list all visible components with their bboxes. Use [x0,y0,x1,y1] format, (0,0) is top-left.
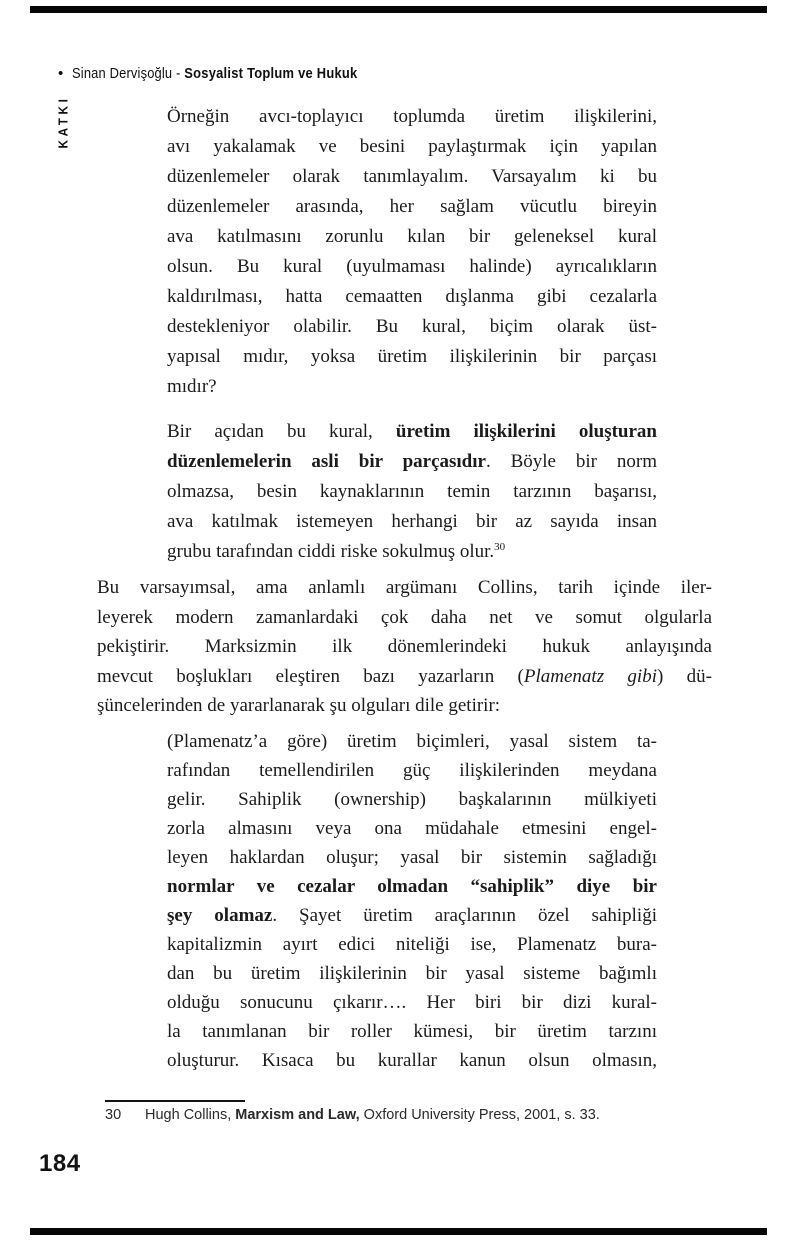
text-line [167,872,657,901]
text-run: pekiştirir. Marksizmin ilk dönemlerindeki hukuk anlayışında [97,636,712,657]
text-run: ava katılmak istemeyen herhangi bir az sayıda insan [167,511,657,532]
text-run: Sinan Dervişoğlu - [72,65,185,82]
text-line [167,282,657,312]
text-line [97,573,712,603]
body-paragraph [97,573,712,721]
text-run: olsun. Bu kural (uyulmaması halinde) ayrıcalıkların [167,256,657,277]
top-edge-bar [30,6,767,13]
running-header [58,65,404,82]
text-run: şüncelerinden de yararlanarak şu olguları dile getirir: [97,695,501,716]
text-run: ) dü- [656,665,712,687]
text-run: üretim ilişkilerini oluşturan [395,421,657,442]
text-run: Marxism and Law, [235,1107,360,1123]
text-run: (Plamenatz’a göre) üretim biçimleri, yasal sistem ta- [167,731,657,752]
text-run: oluşturur. Kısaca bu kurallar kanun olsun olmasın, [167,1050,657,1071]
footnote-divider [105,1100,245,1102]
blockquote-paragraph-1 [167,102,657,402]
text-line [167,901,657,930]
text-line [167,342,657,372]
blockquote-paragraph-2 [167,417,657,567]
text-run: dan bu üretim ilişkilerinin bir yasal sisteme bağımlı [167,963,657,984]
text-line [167,1046,657,1075]
text-line [167,162,657,192]
text-run: kapitalizmin ayırt edici niteliği ise, Plamenatz bura- [167,934,657,955]
text-run: düzenlemeler arasında, her sağlam vücutlu bireyin [167,196,657,217]
text-run: Bir açıdan bu kural, [167,421,396,442]
text-run: 30 [494,541,506,553]
blockquote-paragraph-3 [167,727,657,1075]
text-run: gelir. Sahiplik (ownership) başkalarının mülkiyeti [167,789,657,810]
text-line [167,372,657,402]
text-run: la tanımlanan bir roller kümesi, bir üretim tarzını [167,1021,657,1042]
text-line [167,507,657,537]
text-run: olduğu sonucunu çıkarır…. Her biri bir dizi kural- [167,992,657,1013]
footnote [105,1107,600,1123]
text-run: normlar ve cezalar olmadan “sahiplik” diye bir [167,876,657,897]
header-title [72,65,358,82]
text-line [167,843,657,872]
text-run: leyen haklardan oluşur; yasal bir sistemin sağladığı [167,847,657,868]
text-run: grubu tarafından ciddi riske sokulmuş olur. [167,541,495,562]
text-line [167,785,657,814]
text-run: Örneğin avcı-toplayıcı toplumda üretim ilişkilerini, [167,106,657,127]
text-run: leyerek modern zamanlardaki çok daha net ve somut olgularla [97,606,712,628]
text-line [167,252,657,282]
text-line [97,662,712,692]
text-line [167,814,657,843]
margin-label-katki: KATKI [55,95,71,149]
text-run: yapısal mıdır, yoksa üretim ilişkilerinin bir parçası [167,346,657,367]
text-run: destekleniyor olabilir. Bu kural, biçim olarak üst- [167,316,657,337]
text-line [167,222,657,252]
text-line [97,632,712,662]
text-line [97,603,712,633]
footnote-text [145,1107,600,1123]
text-run: mevcut boşlukları eleştiren bazı yazarların ( [97,665,524,687]
text-line [167,1017,657,1046]
text-line [167,959,657,988]
text-line [167,537,657,567]
text-line [167,930,657,959]
text-run: Plamenatz gibi [523,665,657,687]
text-run: kaldırılması, hatta cemaatten dışlanma gibi cezalarla [167,286,657,307]
text-run: Sosyalist Toplum ve Hukuk [184,65,358,82]
text-line [167,988,657,1017]
text-run: rafından temellendirilen güç ilişkilerinden meydana [167,760,657,781]
text-run: zorla almasını veya ona müdahale etmesini engel- [167,818,657,839]
page-number: 184 [39,1150,81,1177]
text-run: Hugh Collins, [145,1107,236,1123]
text-line [167,447,657,477]
text-run: . Böyle bir norm [485,451,657,472]
text-run: Oxford University Press, 2001, s. 33. [359,1107,600,1123]
text-run: düzenlemelerin asli bir parçasıdır [167,451,486,472]
text-line [167,192,657,222]
footnote-number: 30 [105,1107,122,1123]
bottom-edge-bar [30,1228,767,1235]
text-line [167,102,657,132]
text-line [167,417,657,447]
text-line [167,477,657,507]
text-run: . Şayet üretim araçlarının özel sahipliği [272,905,657,926]
text-line [167,312,657,342]
text-run: avı yakalamak ve besini paylaştırmak için yapılan [167,136,657,157]
text-run: düzenlemeler olarak tanımlayalım. Varsayalım ki bu [167,166,657,187]
text-line [167,132,657,162]
text-line [167,727,657,756]
text-run: olmazsa, besin kaynaklarının temin tarzının başarısı, [167,481,657,502]
text-run: mıdır? [167,376,217,397]
header-bullet-icon: • [58,65,64,82]
text-line [167,756,657,785]
text-line [97,691,712,721]
text-run: Bu varsayımsal, ama anlamlı argümanı Collins, tarih içinde iler- [97,577,712,598]
text-run: şey olamaz [167,905,273,926]
text-run: ava katılmasını zorunlu kılan bir geleneksel kural [167,226,657,247]
